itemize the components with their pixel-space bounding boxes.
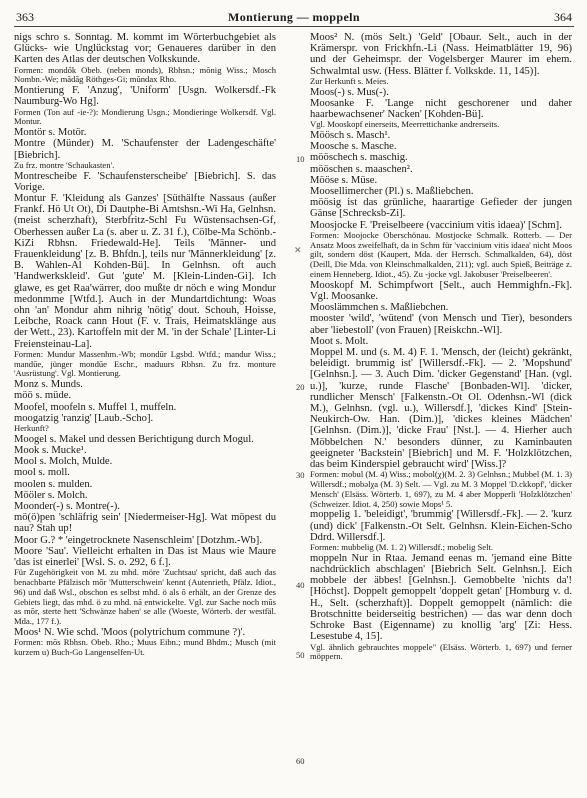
entry-moeoesch: Möösch s. Masch¹.: [310, 130, 391, 142]
running-title: Montierung — moppeln: [227, 10, 360, 24]
entry-moeoe: möö s. müde.: [14, 390, 72, 402]
entry-mool: Mool s. Molch, Mulde.: [14, 456, 113, 468]
page-header: [14, 10, 574, 26]
entry-monz: Monz s. Munds.: [14, 379, 83, 391]
entry-mool-moll: mool s. moll.: [14, 467, 70, 479]
entry-mooster: mooster 'wild', 'wütend' (von Mensch und Tier), besonders aber 'liebestoll' (von Frauen) [Reiskchn.-Wl].: [310, 313, 572, 336]
entry-moot: Moot s. Molt.: [310, 335, 369, 347]
line-number: 10: [296, 154, 305, 164]
note-montre: Zu frz. montre 'Schaukasten'.: [14, 159, 115, 170]
entry-moeoeschech: mööschech s. maschig.: [310, 152, 408, 164]
line-number: 20: [296, 382, 305, 392]
entry-moos-2: Moos² N. (mös Selt.) 'Geld' [Obaur. Selt., auch in der Krämerspr. von Frickhfn.-Li (Nass. Heimatblätter 19, 96) und der Geheimspr. der Vogelsberger Maurer im ehem. Schwalmtal usw. (Hess. Blätter f. Volkskde. 11, 145)].: [310, 32, 572, 77]
line-number: 40: [296, 580, 305, 590]
entry-mooskopf: Mooskopf M. Schimpfwort [Selt., auch Hemmighfn.-Fk]. Vgl. Moosanke.: [310, 279, 572, 303]
entry-moeoesig: möösig ist das grünliche, haarartige Gefieder der jungen Gänse [Schrecksb-Zi].: [310, 197, 572, 220]
entry-montierung: Montierung F. 'Anzug', 'Uniform' [Usgn. Wolkersdf.-Fk Naumburg-Wo Hg].: [14, 85, 276, 108]
margin-mark: ✕: [294, 245, 302, 255]
entry-moofel: Moofel, moofeln s. Muffel 1, muffeln.: [14, 401, 177, 413]
left-column: [14, 32, 276, 658]
entry-montre: Montre (Münder) M. 'Schaufenster der Ladengeschäfte' [Biebrich].: [14, 138, 276, 161]
entry-moos-mus: Moos(-) s. Mus(-).: [310, 86, 389, 98]
header-rule: [14, 26, 574, 27]
entry-moeoese: Mööse s. Müse.: [310, 174, 378, 186]
note-formen-moosjocke: Formen: Moojocke Oberschönau. Mostjocke Schmalk. Rotterb. — Der Ansatz Moos zweifelhaft, da in Schm für 'vaccinium vitis idaea' nicht Moos gilt, sondern döst (Kaupert, Mda. der Herrsch. Schmalkalden, 64), döst (Deill, Die Mda. von Kleinschmalkalden, 211); vgl. auch Spieß, Beiträge z. einem Henneberg. Idiot., 45). Zu -jocke vgl. Jakobuser 'Preiselbeeren'.: [310, 229, 572, 280]
entry-moonder: Moonder(-) s. Montre(-).: [14, 501, 120, 513]
left-page-number: 363: [16, 10, 34, 24]
entry-moolen: moolen s. mulden.: [14, 478, 93, 490]
note-formen-sonntag: Formen: mondők Obeb. (neben monds), Rbhsn.; mōnig Wiss.; Mosch Nombn.-We; mădăg Röthges-Gi; mŭndax Rho.: [14, 64, 276, 85]
entry-moppel: Moppel M. und (s. M. 4) F. 1. 'Mensch, der (leicht) gekränkt, beleidigt. brummig ist' [Willersdf.-Fk]. — 2. 'Mopshund' [Gelnhsn.]. — 3. Auch Dim. 'dicker Gegenstand' [Han. (vgl. u.)], 'kurze, runde Flasche' [Bonbaden-Wl]. 'dicker, rundlicher Mensch' [Falkenstn.-Ot Ol. Odenhsn.-Wl (dick M.), Gelnhsn. (vgl. u.), Willersdf.], 'dickes Kind' [Stein-Neukirch-Ow. Han. (Dim.)], 'dickes kleines Mädchen' [Gelnhsn. (Dim.)], 'dicke Frau' [Nst.]. — 4. Hierher auch Möbbelchen N.' besonders dünner, zu Kaminbauten geeigneter 'Backstein' [Biebrich] und M. F. 'Holzklötzchen, das beim Kinderspiel gebraucht wird' [Wiss.]?: [310, 347, 572, 471]
entry-moore: Moore 'Sau'. Vielleicht erhalten in Das ist Maus wie Maure 'das ist einerlei' [Wsl. S. o. 292, 6 f.].: [14, 545, 276, 569]
entry-moosche: Moosche s. Masche.: [310, 141, 397, 153]
note-formen-moos-1: Formen: mōs Rbhsn. Obeb. Rho.; Muus Eibn.; mund Bhdm.; Musch (mit kurzem u) Buch-Go Langenselfen-Ut.: [14, 637, 276, 658]
note-moosanke: Vgl. Mooskopf einerseits, Meerrettichanke andrerseits.: [310, 119, 500, 130]
entry-moogatzig: moogatzig 'ranzig' [Laub.-Scho].: [14, 412, 154, 424]
entry-moos-1: Moos¹ N. Wie schd. 'Moos (polytrichum commune ?)'.: [14, 627, 246, 639]
entry-moosjocke: Moosjocke F. 'Preiselbeere (vaccinium vitis idaea)' [Schm].: [310, 219, 562, 231]
entry-moogel: Moogel s. Makel und dessen Berichtigung durch Mogul.: [14, 433, 254, 445]
note-formen-moppel: Formen: mobul (M. 4) Wiss.; mobol(χ)(M. 2. 3) Gelnhsn.; Mubbel (M. 1. 3) Willersdf.; mobəlχa (M. 3) Selt. — Vgl. zu M. 3 Moppel 'D.ckkopf', 'dicker Mensch' (Elsäss. Wörterb. 1, 697), zu M. 4 aber Mopperli 'Holzklötzchen' (Schweizer. Idiot. 4, 250) sowie Mops¹ 5.: [310, 469, 572, 509]
line-number: 30: [296, 470, 305, 480]
entry-moppelig: moppelig 1. 'beleidigt', 'brummig' [Willersdf.-Fk]. — 2. 'kurz (und) dick' [Falkenstn.-Ot Selt. Gelnhsn. Klein-Eichen-Scho Ddrd. Willersdf.].: [310, 509, 572, 543]
entry-montoer: Montör s. Motör.: [14, 127, 87, 139]
entry-mooslaemmchen: Mooslämmchen s. Maßliebchen.: [310, 302, 449, 314]
line-number: 60: [296, 756, 305, 766]
entry-montrescheibe: Montrescheibe F. 'Schaufensterscheibe' [Biebrich]. S. das Vorige.: [14, 170, 276, 193]
entry-mook: Mook s. Mucke¹.: [14, 445, 87, 457]
note-formen-montur: Formen: Mundur Massenhm.-Wb; mondūr Lgsbd. Wtfd.; mandur Wiss.; mandūe, jünger mondūe Eschr., maduurs Rbhsn. Zu frz. monture 'Ausrüstung'. Vgl. Montierung.: [14, 348, 276, 379]
entry-moeoeler: Mööler s. Molch.: [14, 489, 88, 501]
entry-moor: Moor G.? * 'eingetrocknete Nasenschleim' [Dotzhm.-Wb].: [14, 534, 262, 546]
entry-montur: Montur F. 'Kleidung als Ganzes' [Süthälfte Nassaus (außer Frankf. Hö Ut Ot), Di Dautphe-Bi Amtshsn.-Wi Ha, Gelnhsn. (meist scherzhaft), Sterbfritz-Schl Fu Wüstensachsen-Gf, Oberhessen außer La (s. aber u. Z. 31 f.), Cölbe-Ma Schönb.-KiZi Rbhsn. Friedewald-He]. Teils 'Männer- und Frauenkleidung' [z. B. Bhfdn.], teils nur 'Männerkleidung' [z. B. Wahlen-Al Kohden-Bü]. In Gelnhsn. oft auch 'Handwerkskleid'. Gut 'gute' M. [Klein-Linden-Gi]. Ich glawe, es get Raa'wärrer, doo mußte dr nöch e wing Mondur medonmme [Wtfd.]. Auch in der Mundartdichtung: Woas ohn 'an' Mondur ahm nihrig 'nötig' dout. Schouh, Hoisse, Leibche, Roack cann Hout (F. v. Trais, Heimatsklänge aus der Wett., 23). Kartoffeln mit der M. 'in der Schale' [Linter-Li Freiensteinau-La].: [14, 193, 276, 350]
note-formen-montierung: Formen (Ton auf -ie-?): Mondierung Usgn.; Mondieringe Wolkersdf. Vgl. Montur.: [14, 106, 276, 127]
note-formen-moppelig: Formen: mubbelig (M. 1. 2) Willersdf.; mobelig Selt.: [310, 542, 494, 553]
right-page-number: 364: [554, 10, 572, 24]
entry-moosellimercher: Moosellimercher (Pl.) s. Maßliebchen.: [310, 186, 474, 198]
line-number: 50: [296, 650, 305, 660]
right-column: [310, 32, 572, 662]
entry-nigs-schro: nigs schro s. Sonntag. M. kommt im Wörterbuchgebiet als Glücks- wie Unglückstag vor; Genaueres darüber in den Karten des Atlas der deutschen Volkskunde.: [14, 32, 276, 66]
entry-moeoeschen: mööschen s. maaschen².: [310, 163, 413, 175]
note-moore: Für Zugehörigkeit von M. zu mhd. möre 'Zuchtsau' spricht, daß auch das benachbarte Pfälzisch mōr 'Mutterschwein' kennt (Autenrieth, Pfälz. Idiot., 96) und daß Wsl., obschon es selbst mhd. ö als ō erhält, an der Grenze des Gebiets liegt, das mhd. ö zu mhd. nā entwickelte. Vgl. zur Sache noch mūs as mōr, sterte hett 'Schwänze haben' se alle (Woeste, Wörterb. der westfäl. Mda., 177 f.).: [14, 567, 276, 627]
note-herkunft: Herkunft?: [14, 423, 49, 434]
note-moppeln: Vgl. ähnlich gebrauchtes moppele" (Elsäss. Wörterb. 1, 697) und ferner möppern.: [310, 641, 572, 662]
note-herkunft-moos-2: Zur Herkunft s. Meies.: [310, 75, 389, 86]
entry-moosanke: Moosanke F. 'Lange nicht geschorener und daher haarbewachsener' Nacken' [Kohden-Bü].: [310, 97, 572, 121]
entry-moppeln: moppeln Nur in Rtaa. Jemand eenas m. 'jemand eine Bitte nachdrücklich abschlagen' [Biebrich Selt. Gelnhsn.]. Eich mobbele der äbbes! [Gelnhsn.]. Gemobbelte 'nichts da'! [Höchst]. Doppelt gemoppelt 'doppelt getan' [Homburg v. d. H., Selt. (scherzhaft)]. Doppelt gemoppelt (nämlich: die Brotschnitte beiderseitig bestrichen) — das war denn doch Schroke Bast (Eigenname) zu knollig 'arg' [Zi: Hess. Lesestube 4, 15].: [310, 552, 572, 643]
entry-moeoepen: mö(ö)pen 'schläfrig sein' [Niedermeiser-Hg]. Wat möpest du nau? Stah up!: [14, 512, 276, 535]
